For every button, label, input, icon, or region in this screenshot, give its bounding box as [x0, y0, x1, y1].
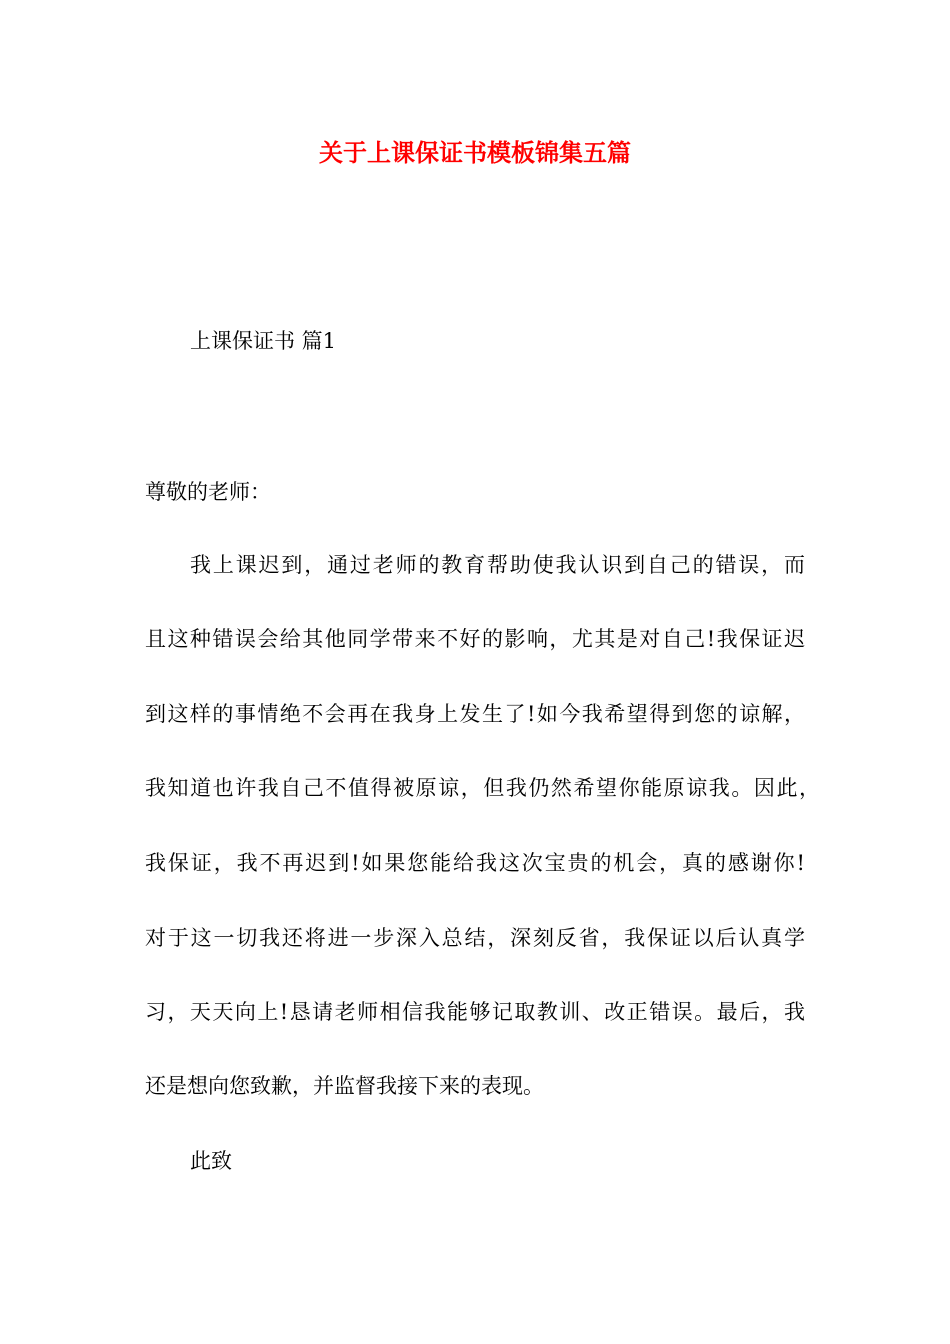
section-heading: 上课保证书 篇1: [190, 329, 337, 353]
body-line: 对于这一切我还将进一步深入总结，深刻反省，我保证以后认真学: [145, 926, 805, 950]
body-line: 我上课迟到，通过老师的教育帮助使我认识到自己的错误，而: [190, 553, 805, 577]
body-line: 我知道也许我自己不值得被原谅，但我仍然希望你能原谅我。因此，: [145, 776, 820, 800]
closing: 此致: [190, 1149, 232, 1173]
body-line: 到这样的事情绝不会再在我身上发生了!如今我希望得到您的谅解，: [145, 702, 805, 726]
body-line: 且这种错误会给其他同学带来不好的影响，尤其是对自己!我保证迟: [145, 627, 805, 651]
body-line: 习，天天向上!恳请老师相信我能够记取教训、改正错误。最后，我: [145, 1000, 805, 1024]
salutation: 尊敬的老师：: [145, 480, 271, 504]
body-line: 还是想向您致歉，并监督我接下来的表现。: [145, 1074, 544, 1098]
body-line: 我保证，我不再迟到!如果您能给我这次宝贵的机会，真的感谢你!: [145, 851, 805, 875]
document-title: 关于上课保证书模板锦集五篇: [319, 138, 631, 167]
